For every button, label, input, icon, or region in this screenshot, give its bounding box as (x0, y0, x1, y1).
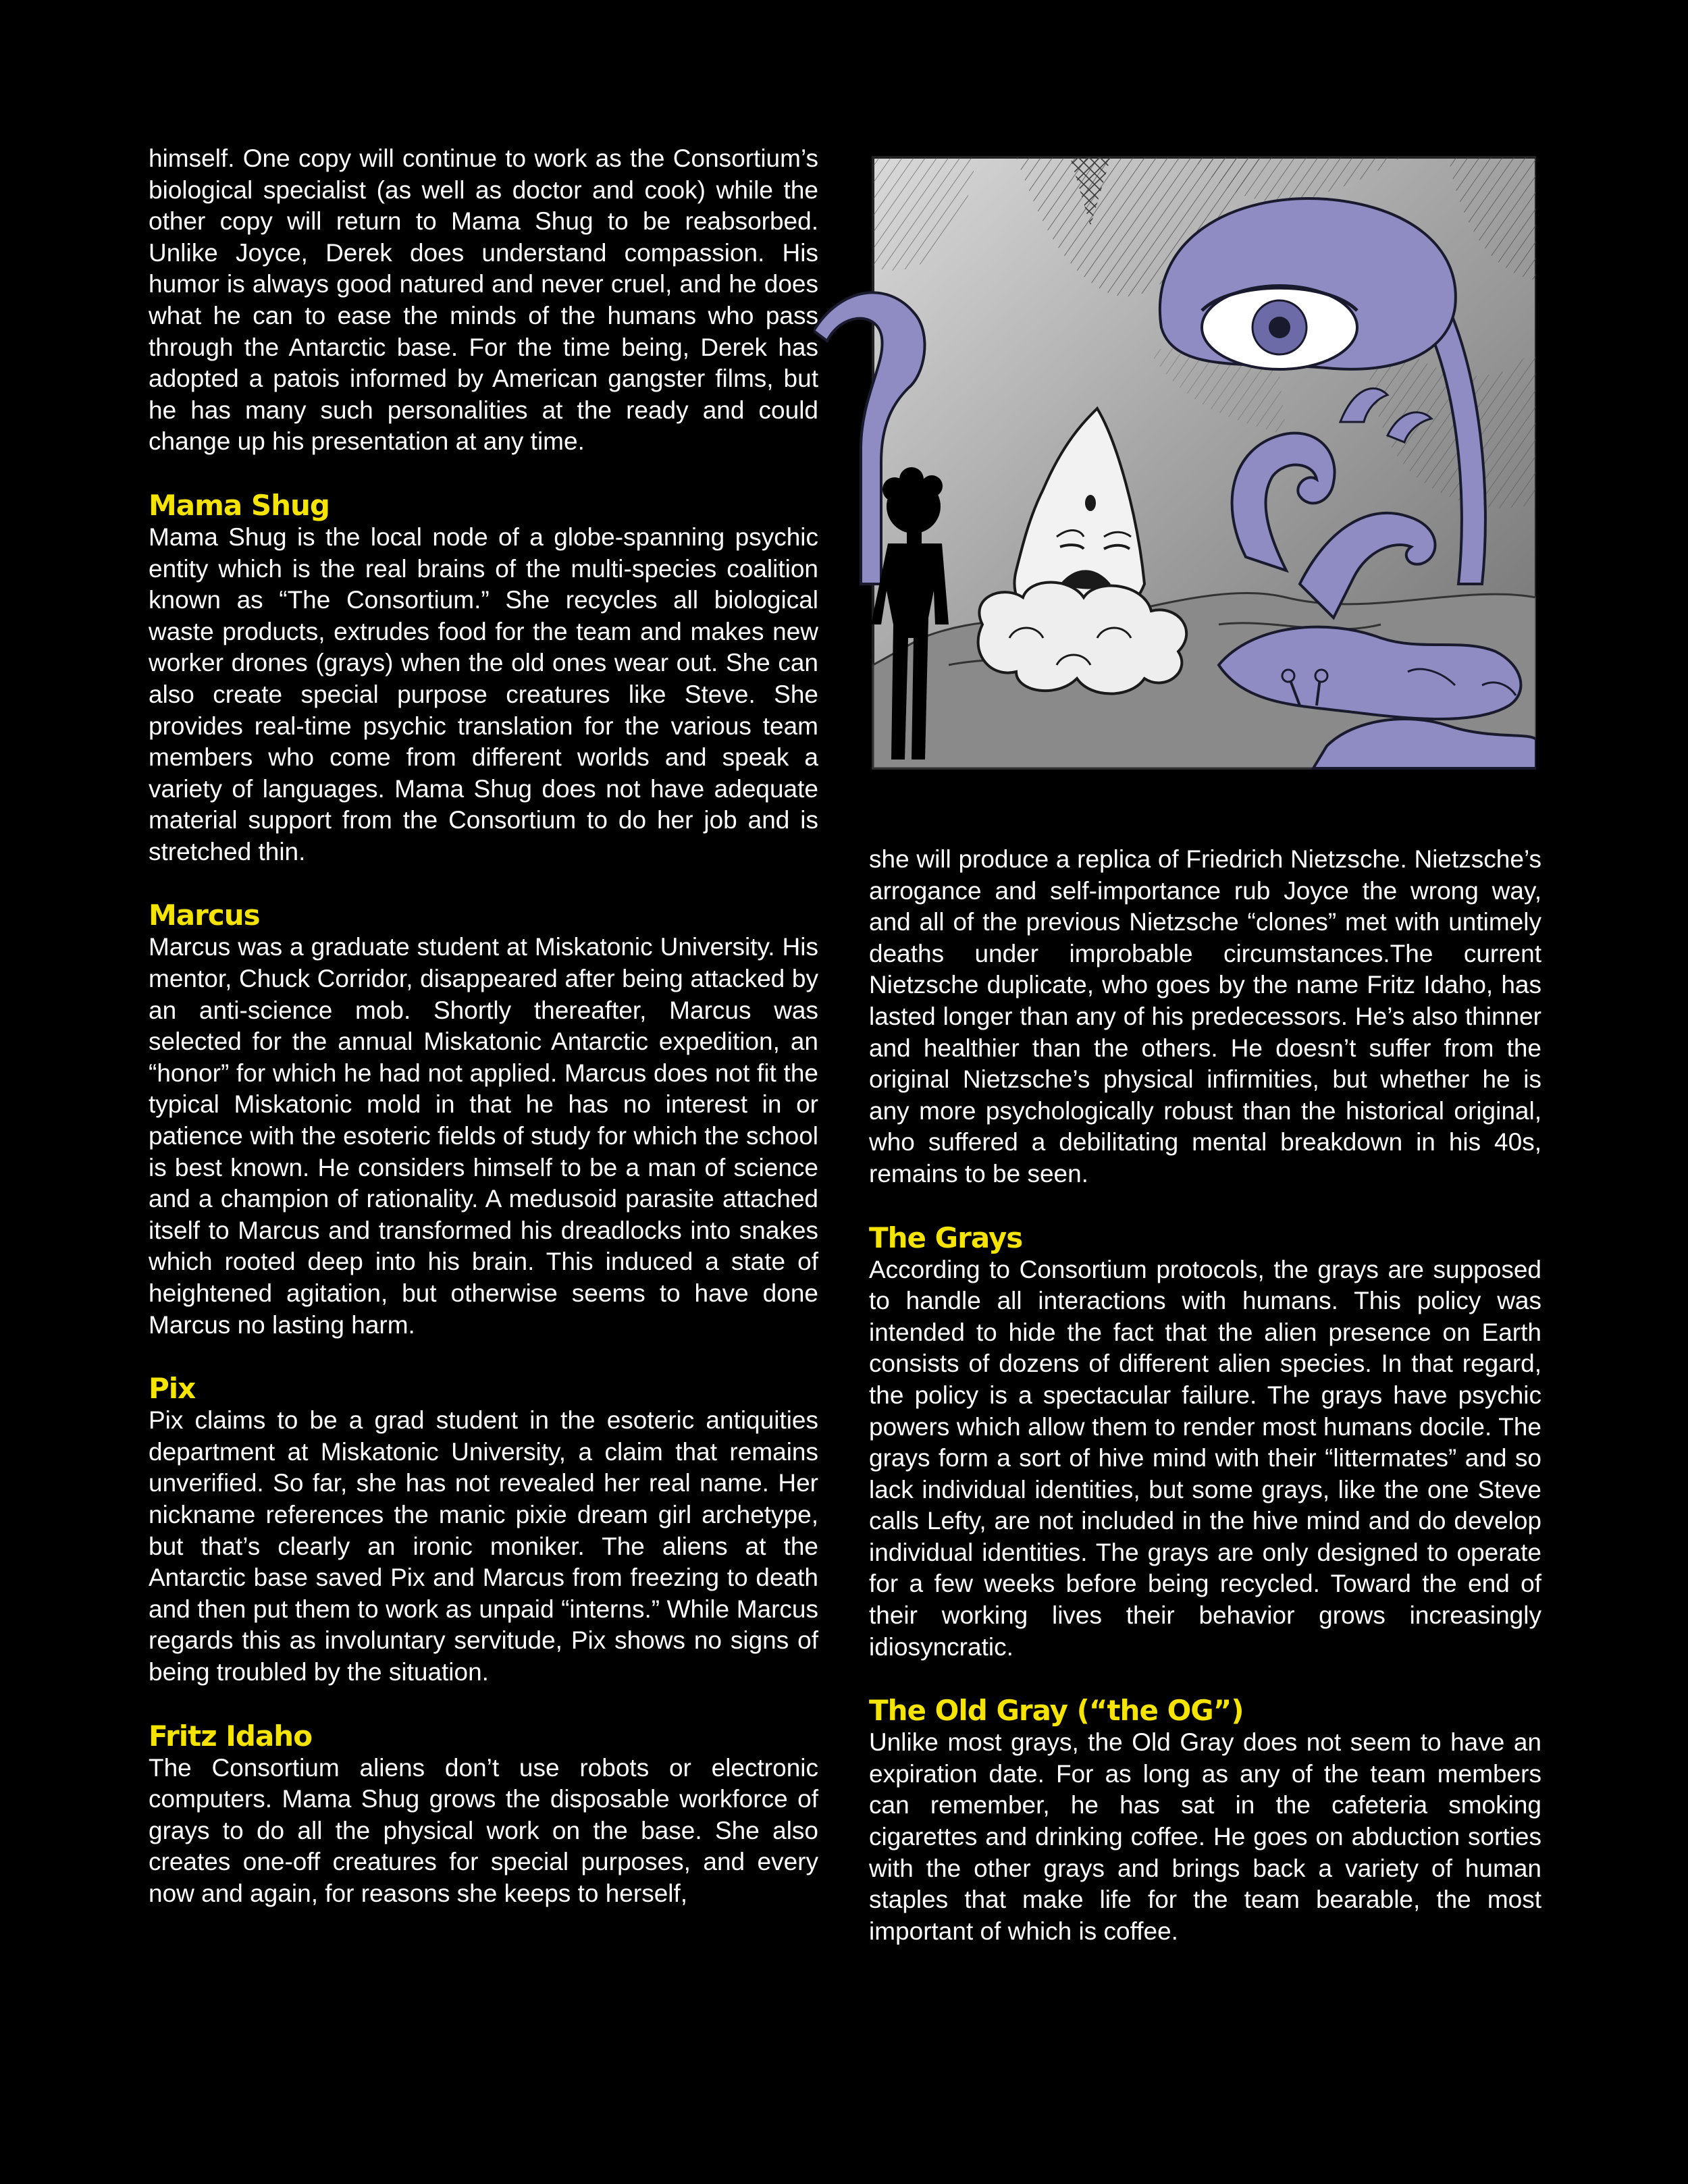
left-column (149, 143, 818, 1910)
heading-the-grays: The Grays (869, 1221, 1023, 1254)
paragraph-pix: Pix claims to be a grad student in the esoteric antiquities department at Miskatonic University, a claim that remains unverified. So far, she has not revealed her real name. Her nickname references the manic pixie dream girl archetype, but that’s clearly an ironic moniker. The aliens at the Antarctic base saved Pix and Marcus from freezing to death and then put them to work as unpaid “interns.” While Marcus regards this as involuntary servitude, Pix shows no signs of being troubled by the situation. (149, 1406, 818, 1686)
right-intro-paragraph: she will produce a replica of Friedrich Nietzsche. Nietzsche’s arrogance and self-importance rub Joyce the wrong way, and all of the previous Nietzsche “clones” met with untimely deaths under improbable circumstances.The current Nietzsche duplicate, who goes by the name Fritz Idaho, has lasted longer than any of his predecessors. He’s also thinner and healthier than the others. He doesn’t suffer from the original Nietzsche’s physical infirmities, but whether he is any more psychologically robust than the historical original, who suffered a debilitating mental breakdown in his 40s, remains to be seen. (869, 845, 1541, 1188)
heading-pix: Pix (149, 1372, 196, 1406)
left-intro-paragraph: himself. One copy will continue to work as the Consortium’s biological specialist (as well as doctor and cook) while the other copy will return to Mama Shug to be reabsorbed. Unlike Joyce, Derek does understand compassion. His humor is always good natured and never cruel, and he does what he can to ease the minds of the humans who pass through the Antarctic base. For the time being, Derek has adopted a patois informed by American gangster films, but he has many such personalities at the ready and could change up his presentation at any time. (149, 144, 818, 456)
heading-marcus: Marcus (149, 899, 260, 932)
paragraph-the-old-gray: Unlike most grays, the Old Gray does not seem to have an expiration date. For as long as any of the team members can remember, he has sat in the cafeteria smoking cigarettes and drinking coffee. He goes on abduction sorties with the other grays and brings back a variety of human staples that make life for the team bearable, the most important of which is coffee. (869, 1728, 1541, 1945)
right-column (869, 844, 1541, 1947)
paragraph-marcus: Marcus was a graduate student at Miskatonic University. His mentor, Chuck Corridor, disappeared after being attacked by an anti-science mob. Shortly thereafter, Marcus was selected for the annual Miskatonic Antarctic expedition, an “honor” for which he had not applied. Marcus does not fit the typical Miskatonic mold in that he has no interest in or patience with the esoteric fields of study for which the school is best known. He considers himself to be a man of science and a champion of rationality. A medusoid parasite attached itself to Marcus and transformed his dreadlocks into snakes which rooted deep into his brain. This induced a state of heightened agitation, but otherwise seems to have done Marcus no lasting harm. (149, 933, 818, 1339)
heading-fritz-idaho: Fritz Idaho (149, 1719, 313, 1753)
paragraph-fritz-idaho: The Consortium aliens don’t use robots or electronic computers. Mama Shug grows the disposable workforce of grays to do all the physical work on the base. She also creates one-off creatures for special purposes, and every now and again, for reasons she keeps to herself, (149, 1753, 818, 1907)
heading-mama-shug: Mama Shug (149, 488, 329, 522)
heading-the-old-gray: The Old Gray (“the OG”) (869, 1694, 1244, 1728)
paragraph-mama-shug: Mama Shug is the local node of a globe-spanning psychic entity which is the real brains of the multi-species coalition known as “The Consortium.” She recycles all biological waste products, extrudes food for the team and makes new worker drones (grays) when the old ones wear out. She can also create special purpose creatures like Steve. She provides real-time psychic translation for the various team members who come from different worlds and speak a variety of languages. Mama Shug does not have adequate material support from the Consortium to do her job and is stretched thin. (149, 523, 818, 865)
comic-illustration (814, 152, 1536, 773)
paragraph-the-grays: According to Consortium protocols, the grays are supposed to handle all interactions with humans. This policy was intended to hide the fact that the alien presence on Earth consists of dozens of different alien species. In that regard, the policy is a spectacular failure. The grays have psychic powers which allow them to render most humans docile. The grays form a sort of hive mind with their “littermates” and so lack individual identities, but some grays, like the one Steve calls Lefty, are not included in the hive mind and do develop individual identities. The grays are only designed to operate for a few weeks before being recycled. Toward the end of their working lives their behavior grows increasingly idiosyncratic. (869, 1255, 1541, 1661)
